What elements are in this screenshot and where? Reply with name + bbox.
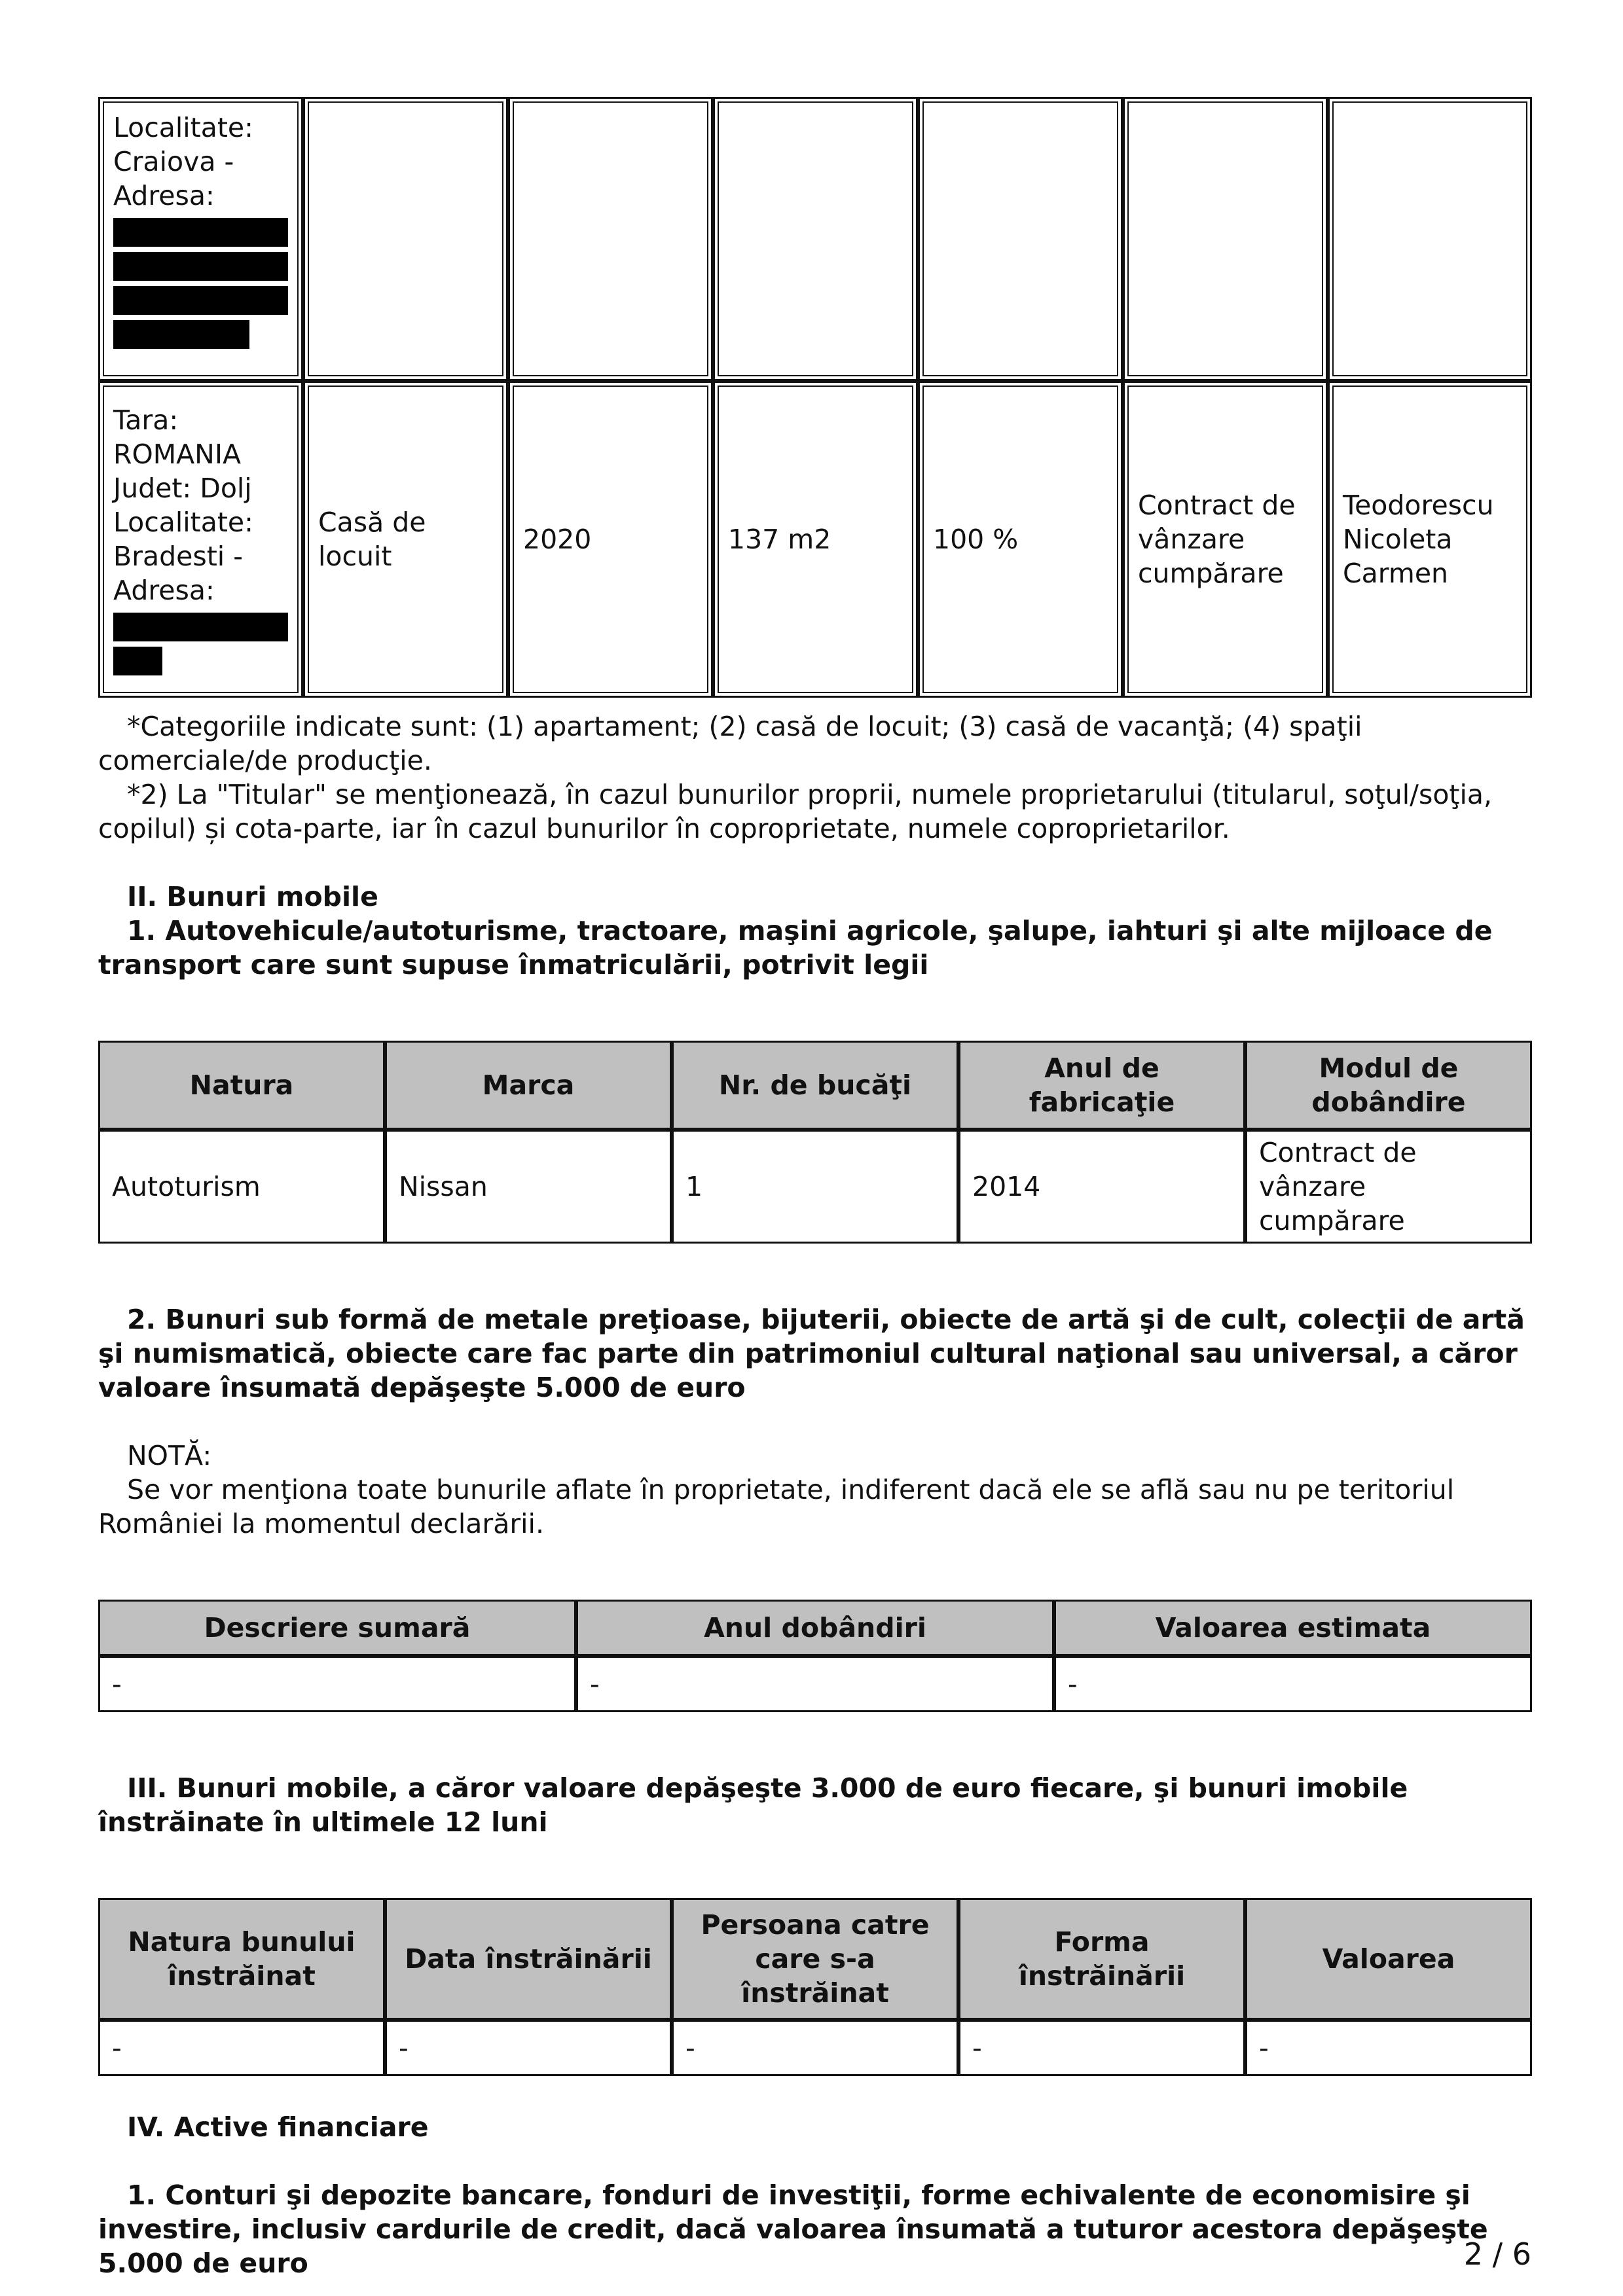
real-estate-table-continued — [98, 97, 1532, 698]
page-number: 2 / 6 — [1463, 2236, 1531, 2272]
redacted-address — [113, 286, 288, 315]
share-cell: 100 % — [918, 381, 1123, 698]
redacted-address — [113, 647, 162, 675]
valuables-table — [98, 1600, 1532, 1712]
column-header: Marca — [385, 1041, 672, 1130]
table-header-row — [98, 1041, 1532, 1130]
category-cell: Casă de locuit — [303, 381, 508, 698]
table-cell: - — [385, 2020, 672, 2076]
table-cell: - — [98, 1656, 576, 1712]
alienated-assets-table — [98, 1898, 1532, 2076]
footnote-titular: *2) La "Titular" se menţionează, în cazul bunurilor proprii, numele proprietarului (titularul, soţul/soţia, copilul) și cota-parte, iar în cazul bunurilor în coproprietate, numele coproprietarilor. — [98, 779, 1493, 844]
area-cell: 137 m2 — [713, 381, 918, 698]
column-header: Descriere sumară — [98, 1600, 576, 1656]
table-cell: - — [958, 2020, 1245, 2076]
location-text: Tara: ROMANIA Judet: Dolj Localitate: Bradesti - Adresa: — [113, 404, 253, 606]
table-header-row — [98, 1898, 1532, 2020]
vehicles-table — [98, 1041, 1532, 1244]
subsection-valuables-title: 2. Bunuri sub formă de metale preţioase, bijuterii, obiecte de artă şi de cult, colecţii de artă şi numismatică, obiecte care fac parte din patrimoniul cultural naţional sau universal, a căror valoare însumată depăşeşte 5.000 de euro — [98, 1304, 1525, 1403]
column-header: Nr. de bucăţi — [672, 1041, 958, 1130]
table-row — [98, 1130, 1532, 1244]
column-header: Forma înstrăinării — [958, 1898, 1245, 2020]
table-cell — [303, 97, 508, 381]
table-cell: - — [1245, 2020, 1532, 2076]
column-header: Natura — [98, 1041, 385, 1130]
column-header: Valoarea estimata — [1054, 1600, 1532, 1656]
table-cell: 2014 — [958, 1130, 1245, 1244]
note-label: NOTĂ: — [127, 1440, 212, 1471]
footnote-categories: *Categoriile indicate sunt: (1) apartament; (2) casă de locuit; (3) casă de vacanţă; (4) spaţii comerciale/de producţie. — [98, 711, 1362, 776]
column-header: Modul de dobândire — [1245, 1041, 1532, 1130]
acquisition-cell: Contract de vânzare cumpărare — [1123, 381, 1328, 698]
table-cell — [508, 97, 713, 381]
table-cell — [1123, 97, 1328, 381]
table-cell: - — [576, 1656, 1054, 1712]
document-page — [98, 97, 1532, 2280]
table-cell: - — [1054, 1656, 1532, 1712]
table-cell: - — [98, 2020, 385, 2076]
location-cell — [98, 97, 303, 381]
table-cell: Contract de vânzare cumpărare — [1245, 1130, 1532, 1244]
column-header: Anul de fabricaţie — [958, 1041, 1245, 1130]
table-cell: Autoturism — [98, 1130, 385, 1244]
table-row — [98, 97, 1532, 381]
table-row — [98, 1656, 1532, 1712]
table-cell: 1 — [672, 1130, 958, 1244]
column-header: Valoarea — [1245, 1898, 1532, 2020]
table-row — [98, 381, 1532, 698]
location-text: Localitate: Craiova - Adresa: — [113, 112, 253, 211]
subsection-vehicles-title: 1. Autovehicule/autoturisme, tractoare, maşini agricole, şalupe, iahturi şi alte mijloace de transport care sunt supuse înmatriculării, potrivit legii — [98, 915, 1493, 980]
column-header: Persoana catre care s-a înstrăinat — [672, 1898, 958, 2020]
column-header: Anul dobândiri — [576, 1600, 1054, 1656]
year-cell: 2020 — [508, 381, 713, 698]
owner-cell: Teodorescu Nicoleta Carmen — [1328, 381, 1532, 698]
redacted-address — [113, 320, 249, 349]
table-cell — [713, 97, 918, 381]
section-title-alienated: III. Bunuri mobile, a căror valoare depăşeşte 3.000 de euro fiecare, şi bunuri imobile înstrăinate în ultimele 12 luni — [98, 1772, 1408, 1838]
table-row — [98, 2020, 1532, 2076]
table-cell — [918, 97, 1123, 381]
table-cell: Nissan — [385, 1130, 672, 1244]
redacted-address — [113, 252, 288, 281]
section-title-financial: IV. Active financiare — [127, 2111, 429, 2143]
redacted-address — [113, 218, 288, 247]
location-cell — [98, 381, 303, 698]
section-title-movable: II. Bunuri mobile — [127, 881, 378, 912]
subsection-accounts-title: 1. Conturi şi depozite bancare, fonduri de investiţii, forme echivalente de economisire şi investire, inclusiv cardurile de credit, dacă valoarea însumată a tuturor acestora depăşeşte 5.000 de euro — [98, 2179, 1488, 2279]
table-cell — [1328, 97, 1532, 381]
column-header: Natura bunului înstrăinat — [98, 1898, 385, 2020]
note-text: Se vor menţiona toate bunurile aflate în proprietate, indiferent dacă ele se află sau nu pe teritoriul României la momentul declarării. — [98, 1474, 1455, 1539]
redacted-address — [113, 613, 288, 641]
column-header: Data înstrăinării — [385, 1898, 672, 2020]
table-cell: - — [672, 2020, 958, 2076]
table-header-row — [98, 1600, 1532, 1656]
